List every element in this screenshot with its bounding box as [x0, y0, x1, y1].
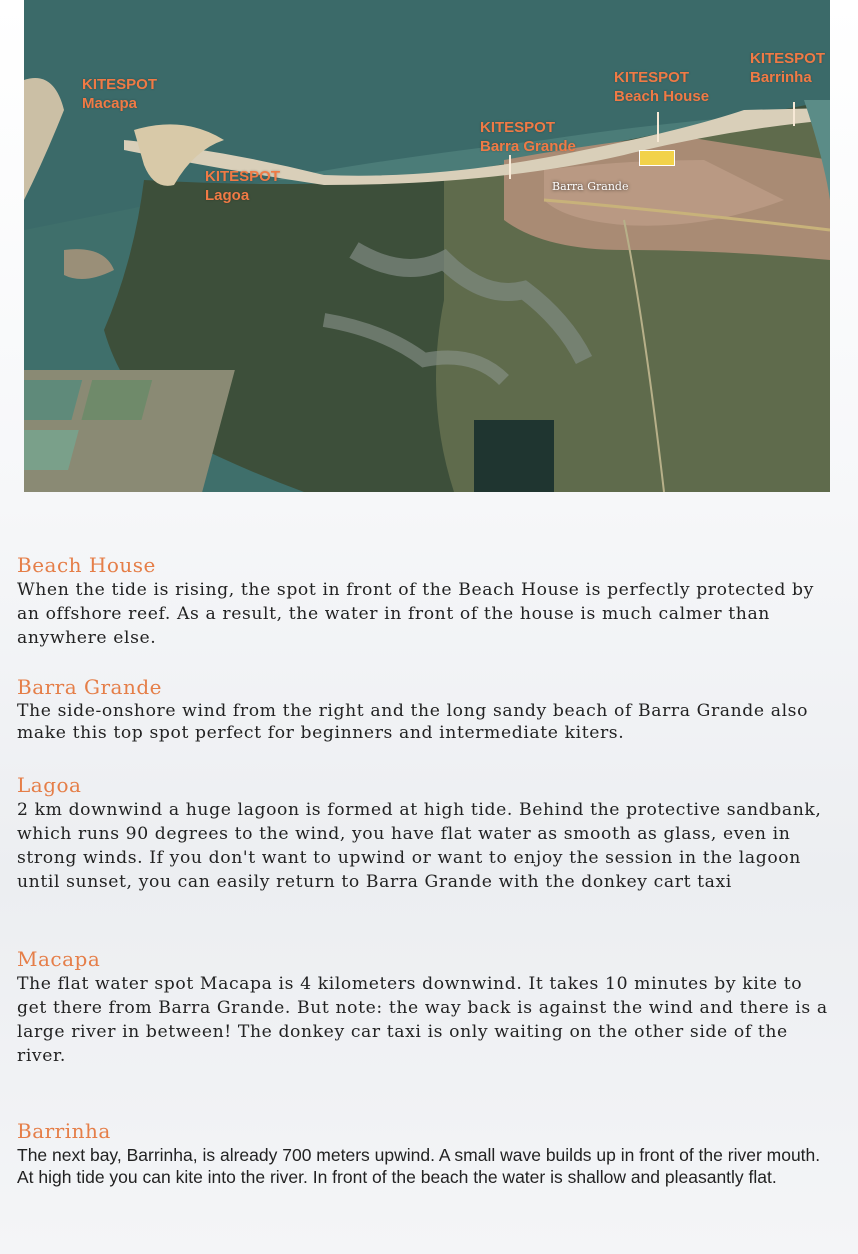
- section-title: Barrinha: [17, 1119, 111, 1143]
- section-text: The next bay, Barrinha, is already 700 meters upwind. A small wave builds up in front of the river mouth. At high tide you can kite into the river. In front of the beach the water is shallow and pleasantly flat.: [17, 1145, 821, 1187]
- kitespot-label-lagoa: KITESPOT Lagoa: [205, 168, 281, 204]
- section-title: Macapa: [17, 947, 101, 971]
- section-title: Beach House: [17, 553, 156, 577]
- kitespot-label-barra-grande: KITESPOT Barra Grande: [480, 119, 576, 155]
- town-label: Barra Grande: [552, 180, 629, 193]
- kitespot-label-macapa: KITESPOT Macapa: [82, 76, 158, 112]
- section-barrinha: [17, 1118, 837, 1188]
- marker-barrinha: [793, 102, 795, 126]
- section-lagoa: [17, 772, 837, 894]
- section-title: Lagoa: [17, 773, 82, 797]
- kitespot-label-beach-house: KITESPOT Beach House: [614, 69, 710, 105]
- section-text: When the tide is rising, the spot in front of the Beach House is perfectly protected by an offshore reef. As a result, the water in front of the house is much calmer than anywhere else.: [17, 580, 814, 648]
- map-terrain: [24, 0, 830, 492]
- section-beach-house: [17, 552, 837, 650]
- section-title: Barra Grande: [17, 675, 163, 699]
- section-barra-grande: [17, 674, 837, 744]
- kitespot-label-barrinha: KITESPOT Barrinha: [750, 50, 826, 86]
- marker-beach-house: [657, 112, 659, 142]
- section-text: 2 km downwind a huge lagoon is formed at high tide. Behind the protective sandbank, which runs 90 degrees to the wind, you have flat water as smooth as glass, even in strong winds. If you don't want to upwind or want to enjoy the session in the lagoon until sunset, you can easily return to Barra Grande with the donkey cart taxi: [17, 800, 822, 892]
- beach-house-icon: [639, 150, 675, 166]
- section-macapa: [17, 946, 837, 1068]
- marker-barra-grande: [509, 155, 511, 179]
- satellite-map: [24, 0, 830, 492]
- section-text: The flat water spot Macapa is 4 kilometers downwind. It takes 10 minutes by kite to get there from Barra Grande. But note: the way back is against the wind and there is a large river in between! The donkey car taxi is only waiting on the other side of the river.: [17, 974, 828, 1066]
- section-text: The side-onshore wind from the right and the long sandy beach of Barra Grande also make this top spot perfect for beginners and intermediate kiters.: [17, 701, 809, 743]
